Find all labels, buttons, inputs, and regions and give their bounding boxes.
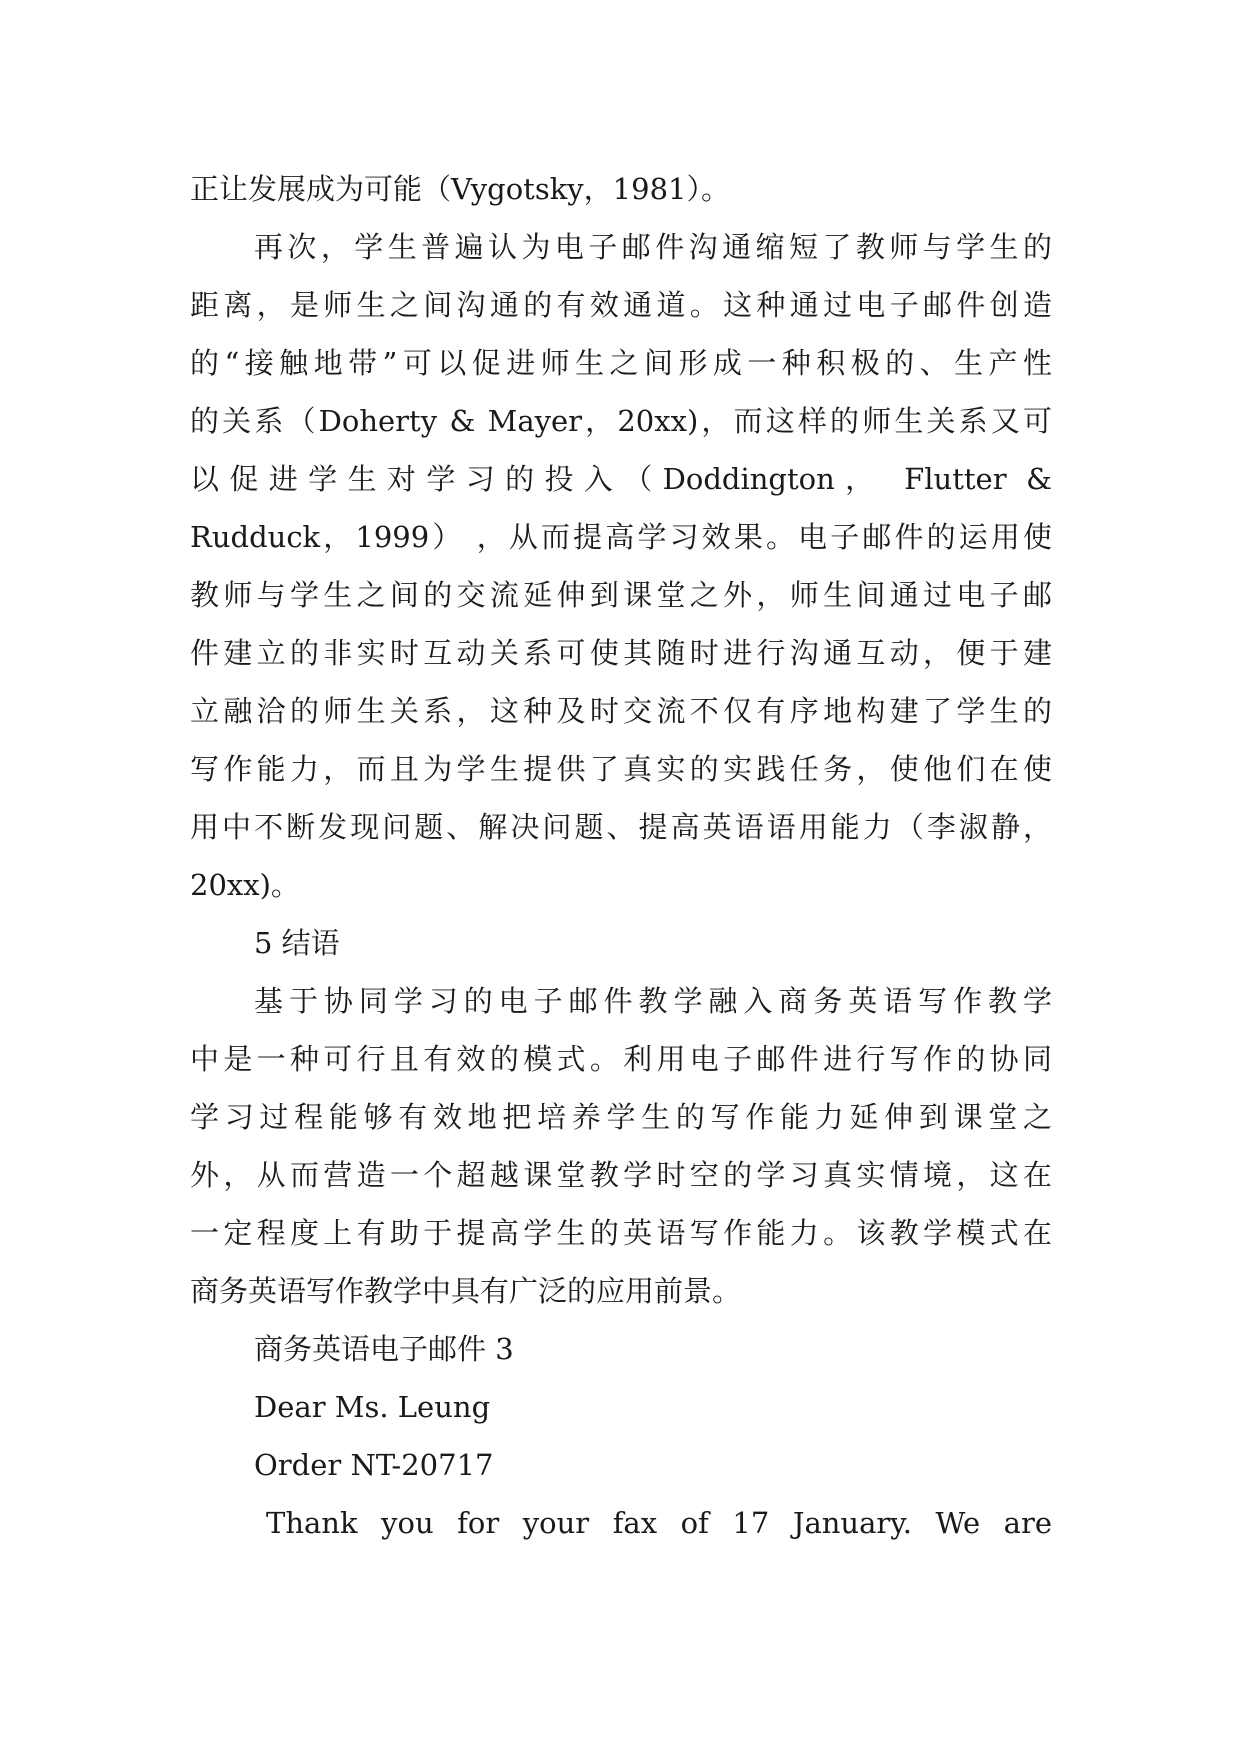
text-line: 的关系（Doherty & Mayer，20xx)，而这样的师生关系又可 [190,404,1052,438]
text-line: 以促进学生对学习的投入（Doddington， Flutter & [190,462,1052,496]
text-line: 距离，是师生之间沟通的有效通道。这种通过电子邮件创造 [190,288,1052,322]
section-heading: 5 结语 [254,926,340,960]
text-line: 学习过程能够有效地把培养学生的写作能力延伸到课堂之 [190,1100,1052,1134]
letter-body-line: Thank you for your fax of 17 January. We are [266,1506,1052,1540]
text-line: 20xx)。 [190,868,300,902]
letter-subject: Order NT-20717 [254,1448,494,1482]
text-line: 立融洽的师生关系，这种及时交流不仅有序地构建了学生的 [190,694,1052,728]
text-line: 商务英语写作教学中具有广泛的应用前景。 [190,1274,742,1308]
text-line: 正让发展成为可能（Vygotsky，1981）。 [190,172,730,206]
section-heading: 商务英语电子邮件 3 [254,1332,514,1366]
text-line: 的“接触地带”可以促进师生之间形成一种积极的、生产性 [190,346,1052,380]
text-line: 件建立的非实时互动关系可使其随时进行沟通互动，便于建 [190,636,1052,670]
text-line: 基于协同学习的电子邮件教学融入商务英语写作教学 [254,984,1052,1018]
text-line: 一定程度上有助于提高学生的英语写作能力。该教学模式在 [190,1216,1052,1250]
text-line: 用中不断发现问题、解决问题、提高英语语用能力（李淑静， [190,810,1052,844]
text-line: 教师与学生之间的交流延伸到课堂之外，师生间通过电子邮 [190,578,1052,612]
text-line: 中是一种可行且有效的模式。利用电子邮件进行写作的协同 [190,1042,1052,1076]
text-line: 写作能力，而且为学生提供了真实的实践任务，使他们在使 [190,752,1052,786]
letter-salutation: Dear Ms. Leung [254,1390,491,1424]
text-line: Rudduck，1999） ，从而提高学习效果。电子邮件的运用使 [190,520,1052,554]
text-line: 外，从而营造一个超越课堂教学时空的学习真实情境，这在 [190,1158,1052,1192]
text-line: 再次，学生普遍认为电子邮件沟通缩短了教师与学生的 [254,230,1052,264]
